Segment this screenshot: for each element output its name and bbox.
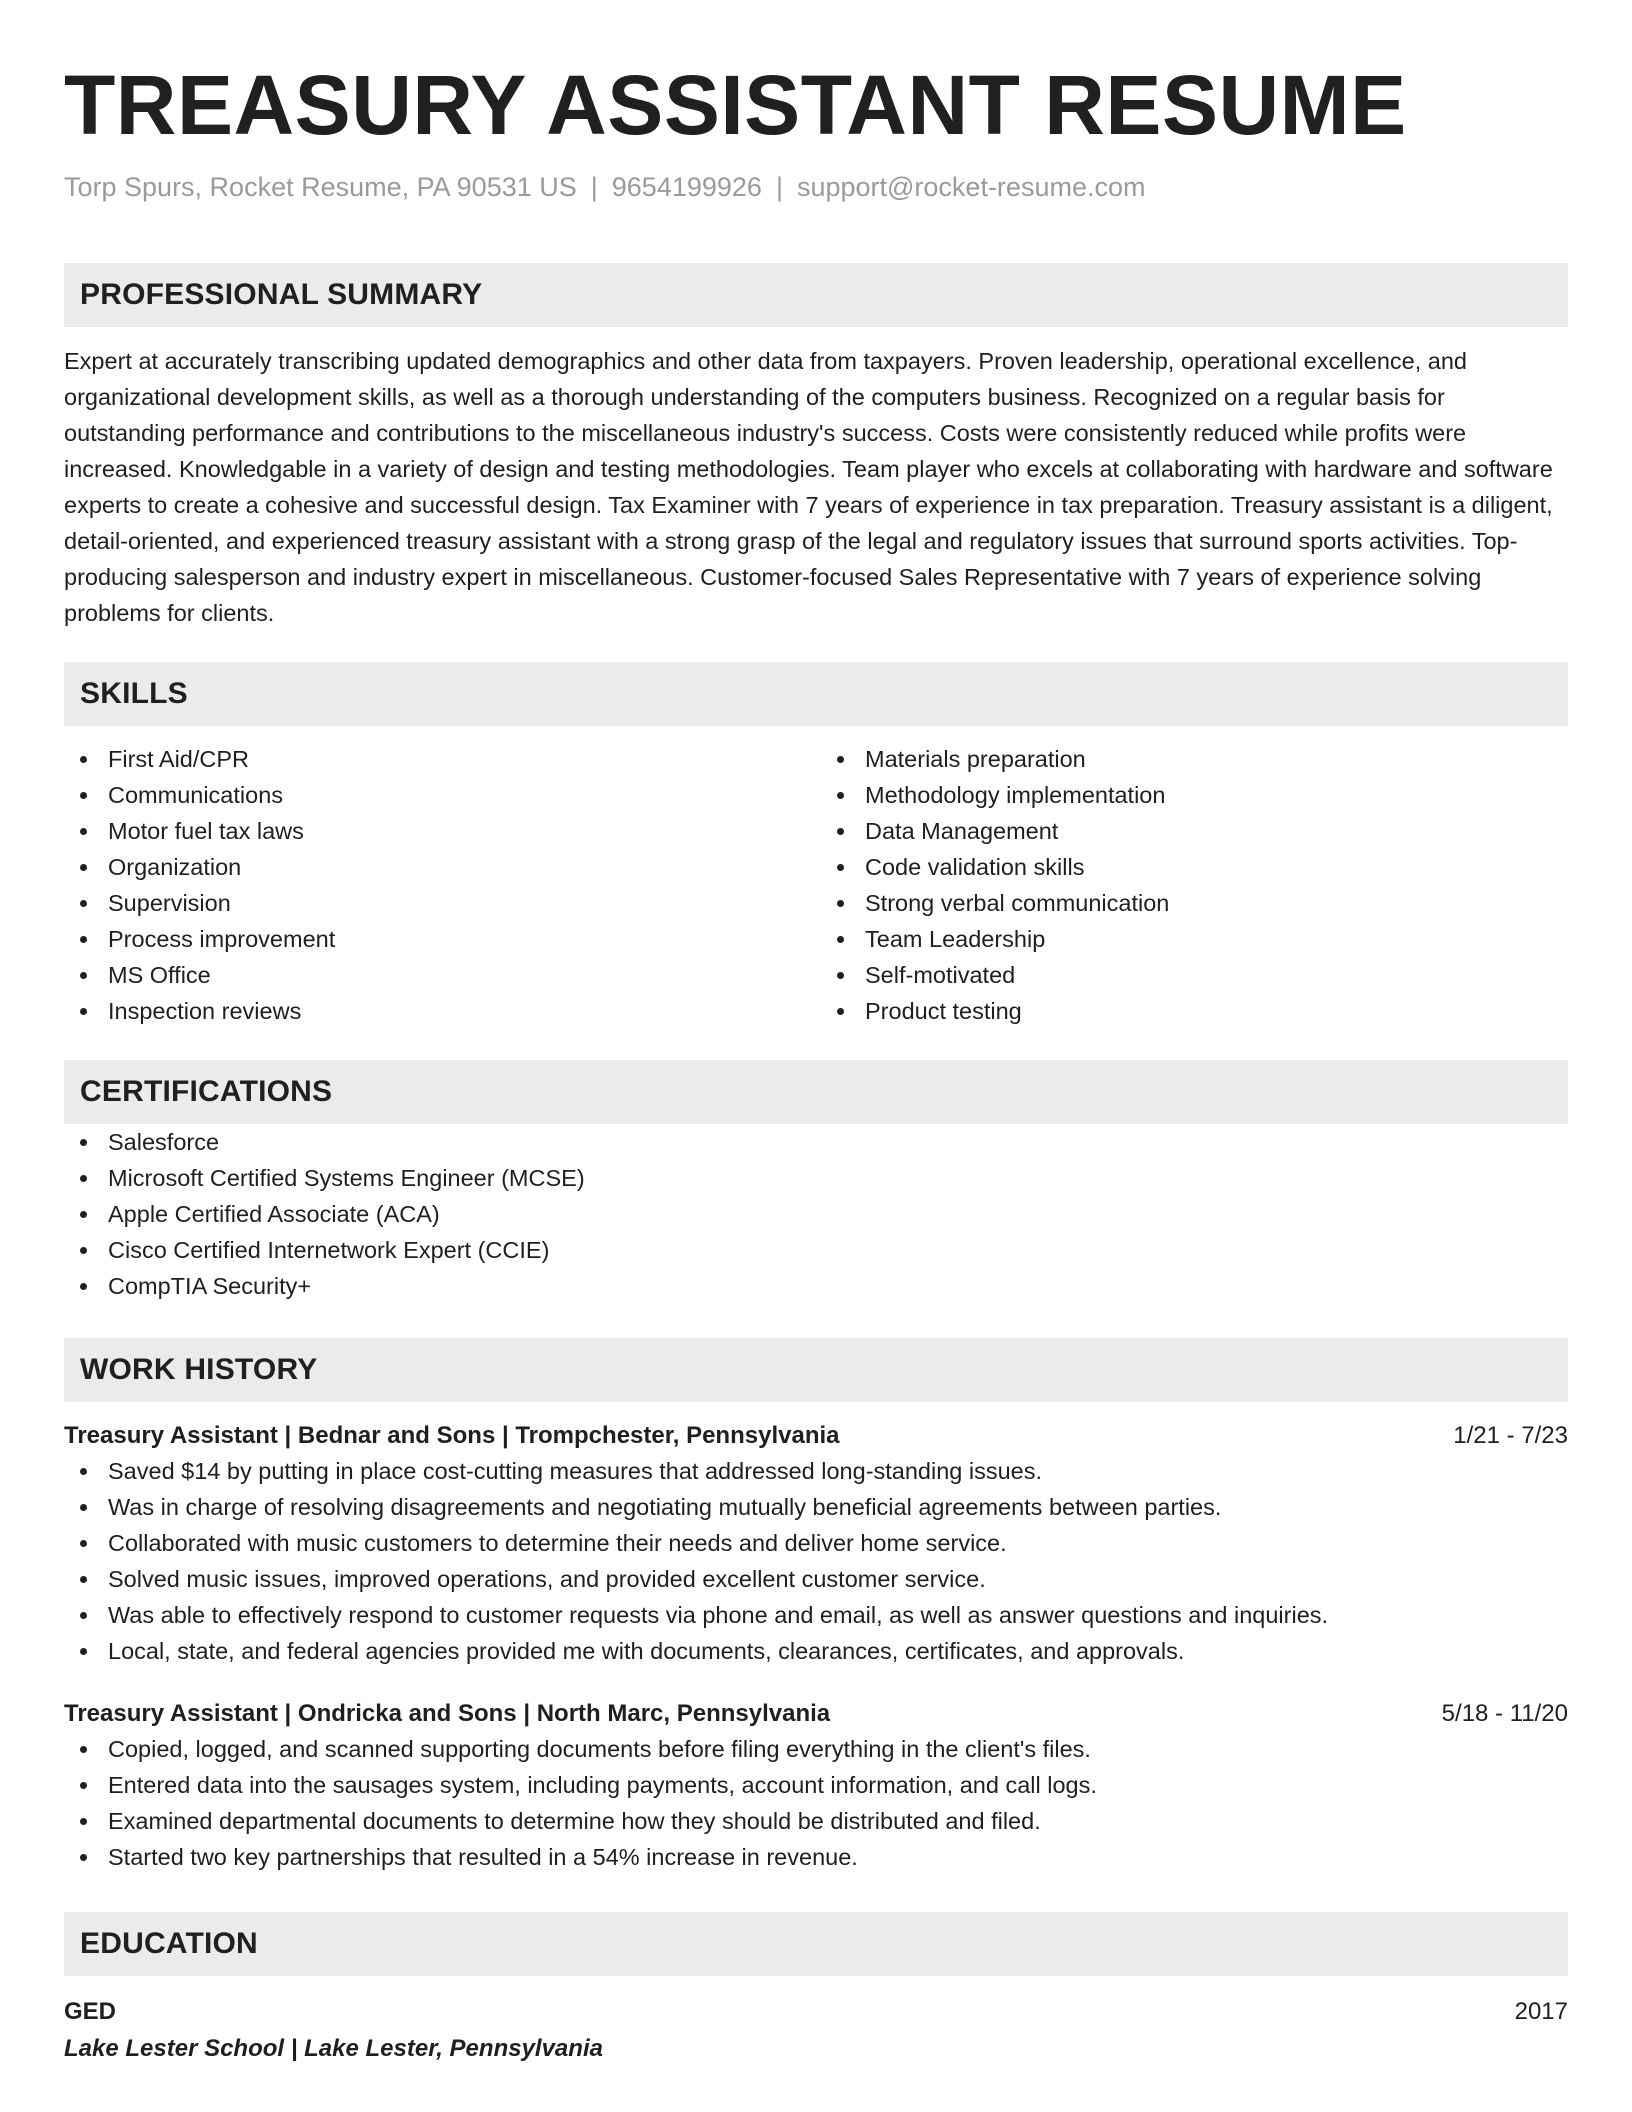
contact-email: support@rocket-resume.com: [796, 172, 1146, 202]
skill-item: Self-motivated: [821, 957, 1568, 993]
job-dates: 5/18 - 11/20: [1441, 1700, 1568, 1727]
contact-separator: |: [775, 172, 783, 202]
resume-title: TREASURY ASSISTANT RESUME: [64, 58, 1407, 152]
skill-item: Materials preparation: [821, 741, 1568, 777]
job-dates: 1/21 - 7/23: [1453, 1422, 1568, 1449]
contact-phone: 9654199926: [611, 172, 762, 202]
job-bullet: Collaborated with music customers to determine their needs and deliver home service.: [64, 1525, 1568, 1561]
contact-address: Torp Spurs, Rocket Resume, PA 90531 US: [64, 172, 577, 202]
job-bullet: Copied, logged, and scanned supporting documents before filing everything in the client's files.: [64, 1731, 1568, 1767]
education-degree: GED: [64, 1998, 117, 2025]
skill-item: Process improvement: [64, 921, 811, 957]
section-heading-summary: PROFESSIONAL SUMMARY: [64, 263, 1568, 327]
contact-line: [64, 170, 1568, 204]
skill-item: Communications: [64, 777, 811, 813]
skills-grid: [64, 741, 1568, 1029]
skill-item: Data Management: [821, 813, 1568, 849]
job-bullet: Examined departmental documents to determine how they should be distributed and filed.: [64, 1803, 1568, 1839]
certification-item: Cisco Certified Internetwork Expert (CCIE): [64, 1232, 1568, 1268]
skill-item: Inspection reviews: [64, 993, 811, 1029]
certification-item: Microsoft Certified Systems Engineer (MCSE): [64, 1160, 1568, 1196]
job-bullet: Entered data into the sausages system, including payments, account information, and call logs.: [64, 1767, 1568, 1803]
section-heading-skills: SKILLS: [64, 662, 1568, 726]
skill-item: Team Leadership: [821, 921, 1568, 957]
contact-separator: |: [590, 172, 598, 202]
skills-list-right: [811, 741, 1568, 1029]
skills-list-left: [64, 741, 811, 1029]
job-bullet: Was able to effectively respond to customer requests via phone and email, as well as answer questions and inquiries.: [64, 1597, 1568, 1633]
job-bullet: Was in charge of resolving disagreements and negotiating mutually beneficial agreements between parties.: [64, 1489, 1568, 1525]
section-heading-certifications: CERTIFICATIONS: [64, 1060, 1568, 1124]
section-heading-work-history: WORK HISTORY: [64, 1338, 1568, 1402]
skill-item: MS Office: [64, 957, 811, 993]
certification-item: CompTIA Security+: [64, 1268, 1568, 1304]
certification-item: Apple Certified Associate (ACA): [64, 1196, 1568, 1232]
certifications-list: [64, 1124, 1568, 1304]
skill-item: Strong verbal communication: [821, 885, 1568, 921]
skill-item: Methodology implementation: [821, 777, 1568, 813]
job-bullet-list: [64, 1453, 1568, 1669]
certification-item: Salesforce: [64, 1124, 1568, 1160]
job-title: Treasury Assistant | Bednar and Sons | Trompchester, Pennsylvania: [64, 1422, 840, 1449]
skill-item: Product testing: [821, 993, 1568, 1029]
job-bullet: Started two key partnerships that resulted in a 54% increase in revenue.: [64, 1839, 1568, 1875]
education-header: [64, 1995, 1568, 2029]
skill-item: Organization: [64, 849, 811, 885]
skill-item: Code validation skills: [821, 849, 1568, 885]
summary-paragraph: Expert at accurately transcribing updated demographics and other data from taxpayers. Proven leadership, operational excellence, and organizational development skills, as well as a thorough understanding of the computers business. Recognized on a regular basis for outstanding performance and contributions to the miscellaneous industry's success. Costs were consistently reduced while profits were increased. Knowledgable in a variety of design and testing methodologies. Team player who excels at collaborating with hardware and software experts to create a cohesive and successful design. Tax Examiner with 7 years of experience in tax preparation. Treasury assistant is a diligent, detail-oriented, and experienced treasury assistant with a strong grasp of the legal and regulatory issues that surround sports activities. Top-producing salesperson and industry expert in miscellaneous. Customer-focused Sales Representative with 7 years of experience solving problems for clients.: [64, 348, 1553, 626]
job-header: [64, 1419, 1568, 1453]
job-bullet: Saved $14 by putting in place cost-cutting measures that addressed long-standing issues.: [64, 1453, 1568, 1489]
section-heading-education: EDUCATION: [64, 1912, 1568, 1976]
job-bullet: Local, state, and federal agencies provided me with documents, clearances, certificates, and approvals.: [64, 1633, 1568, 1669]
job-header: [64, 1697, 1568, 1731]
skill-item: First Aid/CPR: [64, 741, 811, 777]
skill-item: Supervision: [64, 885, 811, 921]
job-bullet-list: [64, 1731, 1568, 1875]
job-title: Treasury Assistant | Ondricka and Sons | North Marc, Pennsylvania: [64, 1700, 831, 1727]
skill-item: Motor fuel tax laws: [64, 813, 811, 849]
education-school: Lake Lester School | Lake Lester, Pennsylvania: [64, 2035, 603, 2062]
job-bullet: Solved music issues, improved operations, and provided excellent customer service.: [64, 1561, 1568, 1597]
education-year: 2017: [1514, 1998, 1568, 2025]
